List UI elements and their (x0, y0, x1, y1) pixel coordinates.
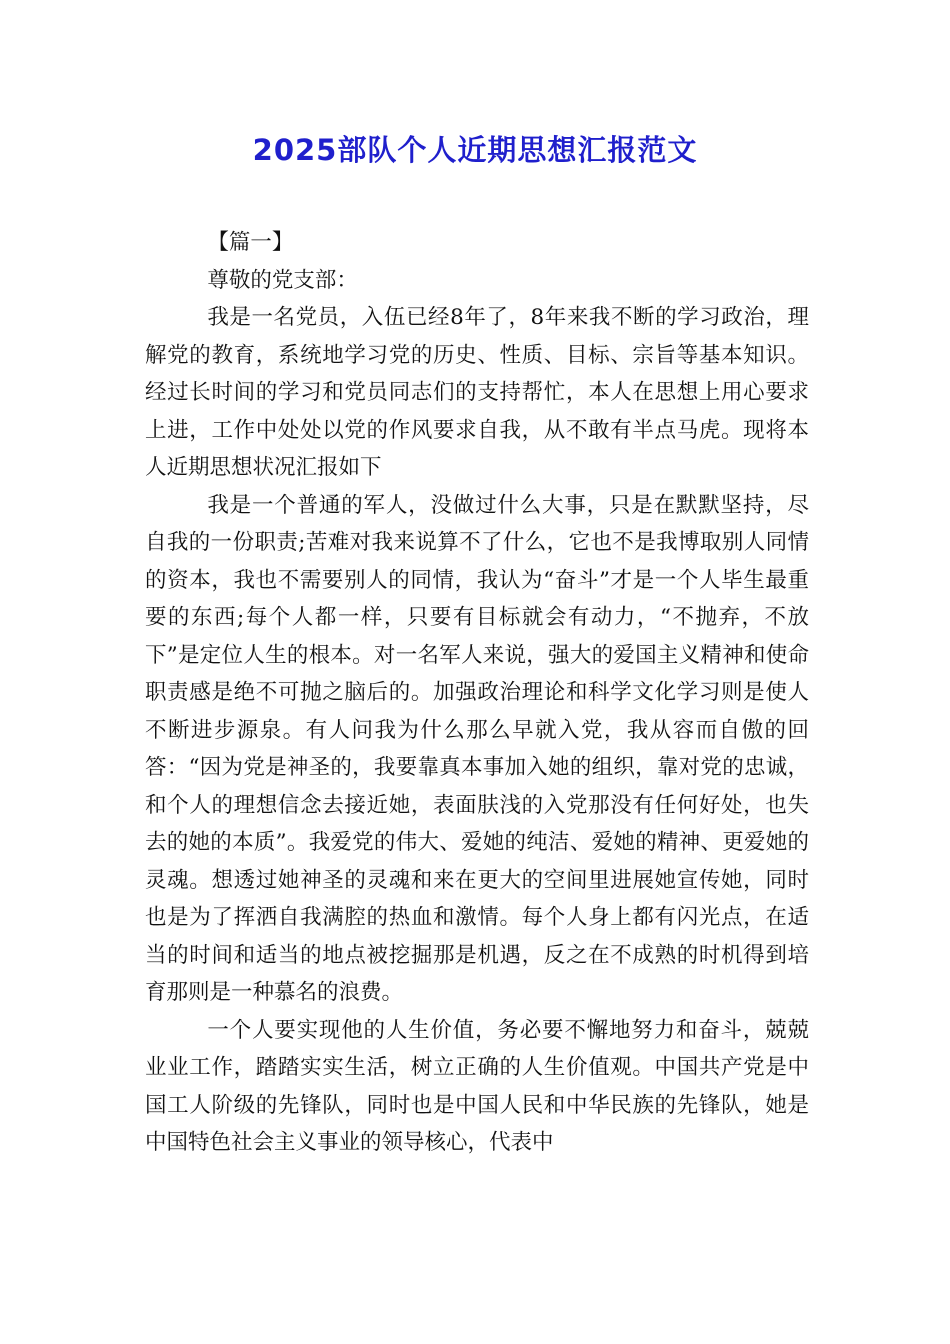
salutation: 尊敬的党支部： (207, 267, 358, 293)
paragraph-1: 我是一名党员，入伍已经8年了，8年来我不断的学习政治，理解党的教育，系统地学习党的历史、性质、目标、宗旨等基本知识。经过长时间的学习和党员同志们的支持帮忙，本人在思想上用心要求上进，工作中处处以党的作风要求自我，从不敢有半点马虎。现将本人近期思想状况汇报如下 (145, 305, 809, 480)
document-title: 2025部队个人近期思想汇报范文 (252, 133, 698, 167)
paragraph-2: 我是一个普通的军人，没做过什么大事，只是在默默坚持，尽自我的一份职责;苦难对我来说算不了什么，它也不是我博取别人同情的资本，我也不需要别人的同情，我认为“奋斗”才是一个人毕生最重要的东西;每个人都一样，只要有目标就会有动力，“不抛弃，不放下”是定位人生的根本。对一名军人来说，强大的爱国主义精神和使命职责感是绝不可抛之脑后的。加强政治理论和科学文化学习则是使人不断进步源泉。有人问我为什么那么早就入党，我从容而自傲的回答：“因为党是神圣的，我要靠真本事加入她的组织，靠对党的忠诚，和个人的理想信念去接近她，表面肤浅的入党那没有任何好处，也失去的她的本质”。我爱党的伟大、爱她的纯洁、爱她的精神、更爱她的灵魂。想透过她神圣的灵魂和来在更大的空间里进展她宣传她，同时也是为了挥洒自我满腔的热血和激情。每个人身上都有闪光点，在适当的时间和适当的地点被挖掘那是机遇，反之在不成熟的时机得到培育那则是一种慕名的浪费。 (145, 492, 809, 1005)
section-heading: 【篇一】 (207, 230, 294, 255)
document-body (145, 224, 809, 1162)
paragraph-3: 一个人要实现他的人生价值，务必要不懈地努力和奋斗，兢兢业业工作，踏踏实实生活，树立正确的人生价值观。中国共产党是中国工人阶级的先锋队，同时也是中国人民和中华民族的先锋队，她是中国特色社会主义事业的领导核心，代表中 (145, 1017, 809, 1155)
